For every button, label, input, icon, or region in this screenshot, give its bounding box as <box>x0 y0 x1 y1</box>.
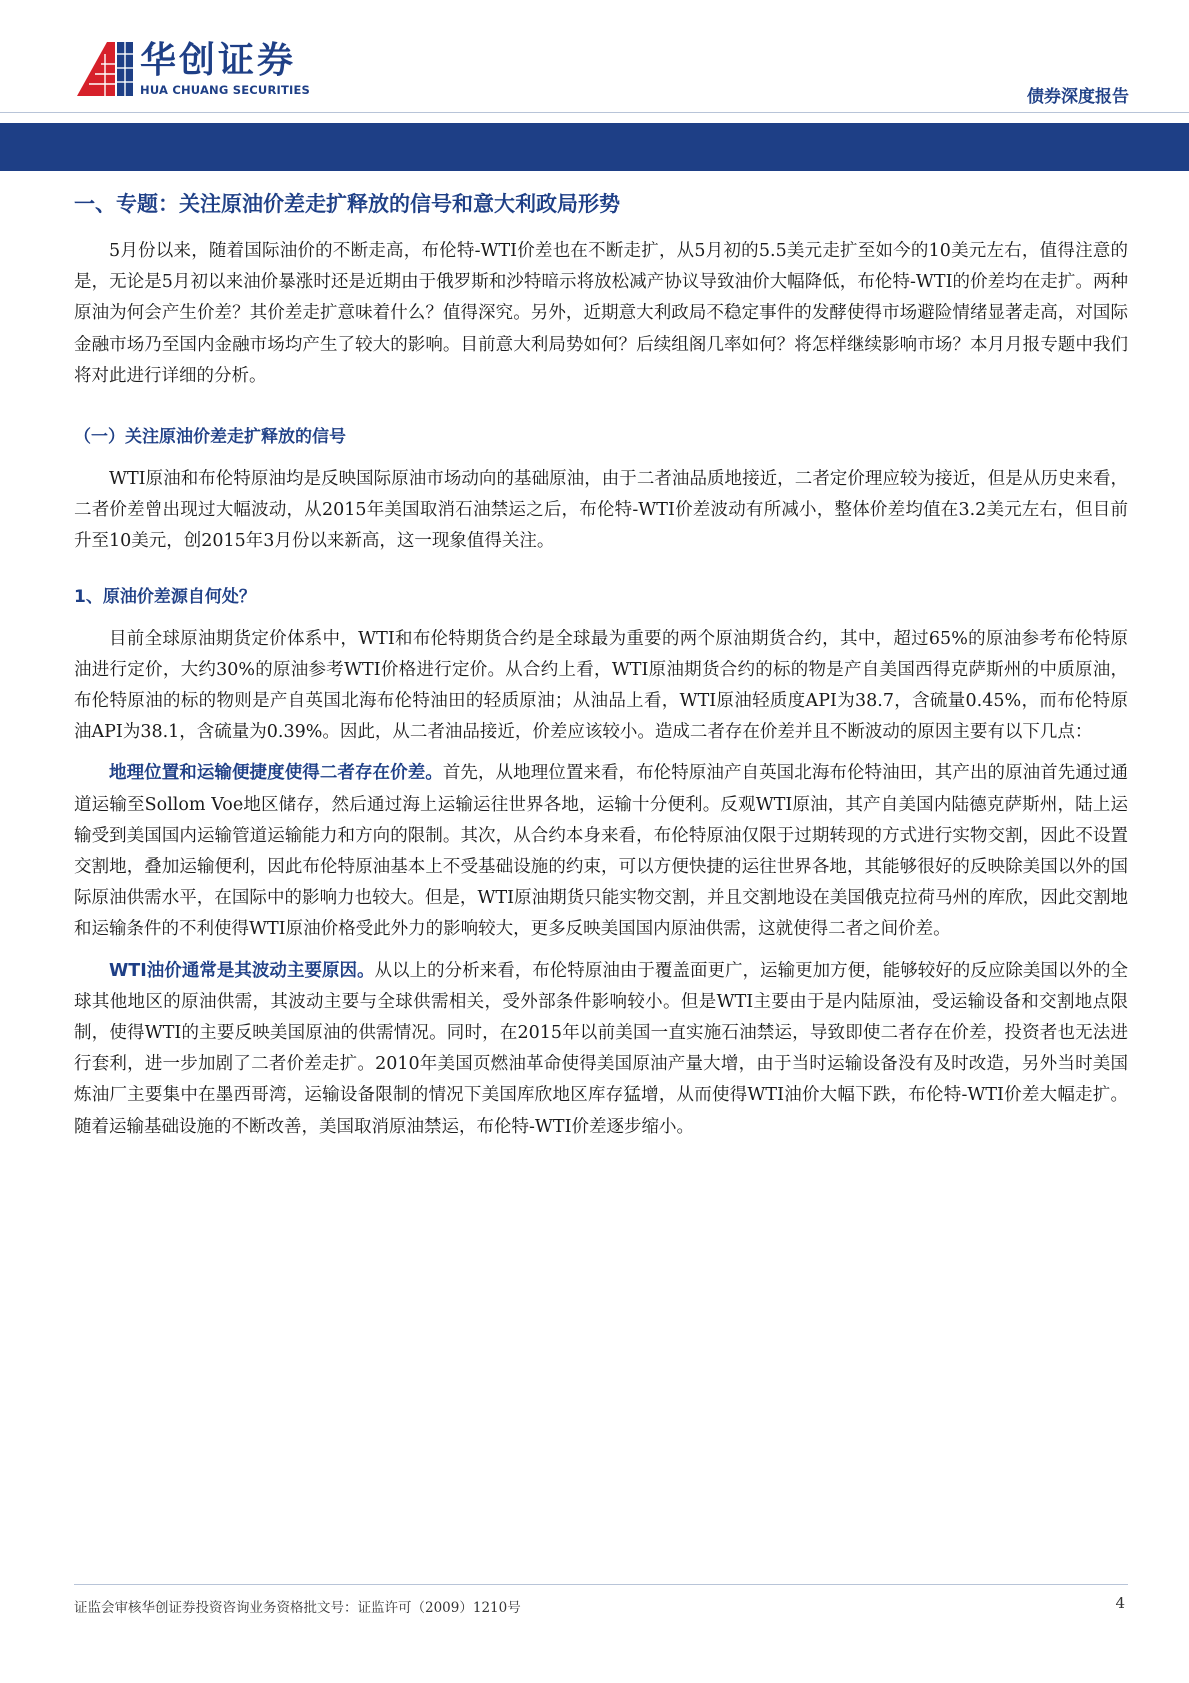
header-divider <box>0 112 1189 113</box>
paragraph-lead: WTI油价通常是其波动主要原因。 <box>109 960 375 981</box>
point-paragraph-1: 目前全球原油期货定价体系中，WTI和布伦特期货合约是全球最为重要的两个原油期货合约，其中，超过65%的原油参考布伦特原油进行定价，大约30%的原油参考WTI价格进行定价。从合约上看，WTI原油期货合约的标的物是产自美国西得克萨斯州的中质原油，布伦特原油的标的物则是产自英国北海布伦特油田的轻质原油；从油品上看，WTI原油轻质度API为38.7，含硫量0.45%，而布伦特原油API为38.1，含硫量为0.39%。因此，从二者油品接近，价差应该较小。造成二者存在价差并且不断波动的原因主要有以下几点： <box>74 628 1128 743</box>
header-banner <box>0 123 1189 171</box>
subsection-title: （一）关注原油价差走扩释放的信号 <box>74 427 346 448</box>
company-logo-icon <box>77 40 133 96</box>
intro-paragraph: 5月份以来，随着国际油价的不断走高，布伦特-WTI价差也在不断走扩，从5月初的5.5美元走扩至如今的10美元左右，值得注意的是，无论是5月初以来油价暴涨时还是近期由于俄罗斯和沙特暗示将放松减产协议导致油价大幅降低，布伦特-WTI的价差均在走扩。两种原油为何会产生价差？其价差走扩意味着什么？值得深究。另外，近期意大利政局不稳定事件的发酵使得市场避险情绪显著走高，对国际金融市场乃至国内金融市场均产生了较大的影响。目前意大利局势如何？后续组阁几率如何？将怎样继续影响市场？本月月报专题中我们将对此进行详细的分析。 <box>74 241 1128 386</box>
company-name-en: HUA CHUANG SECURITIES <box>140 83 311 97</box>
paragraph-lead: 地理位置和运输便捷度使得二者存在价差。 <box>109 763 443 784</box>
paragraph-body: 首先，从地理位置来看，布伦特原油产自英国北海布伦特油田，其产出的原油首先通过通道运输至Sollom Voe地区储存，然后通过海上运输运往世界各地，运输十分便利。反观WTI原油，其产自美国内陆德克萨斯州，陆上运输受到美国国内运输管道运输能力和方向的限制。其次，从合约本身来看，布伦特原油仅限于过期转现的方式进行实物交割，因此不设置交割地，叠加运输便利，因此布伦特原油基本上不受基础设施的约束，可以方便快捷的运往世界各地，其能够很好的反映除美国以外的国际原油供需水平，在国际中的影响力也较大。但是，WTI原油期货只能实物交割，并且交割地设在美国俄克拉荷马州的库欣，因此交割地和运输条件的不利使得WTI原油价格受此外力的影响较大，更多反映美国国内原油供需，这就使得二者之间价差。 <box>74 763 1129 940</box>
point-paragraph-2 <box>74 758 1128 945</box>
report-type-label: 债券深度报告 <box>1027 87 1129 107</box>
company-name-cn: 华创证券 <box>140 40 297 81</box>
footer-divider <box>74 1584 1128 1585</box>
page-number: 4 <box>1115 1594 1125 1612</box>
point-title: 1、原油价差源自何处？ <box>74 586 256 607</box>
paragraph-body: 从以上的分析来看，布伦特原油由于覆盖面更广，运输更加方便，能够较好的反应除美国以外的全球其他地区的原油供需，其波动主要与全球供需相关，受外部条件影响较小。但是WTI主要由于是内陆原油，受运输设备和交割地点限制，使得WTI的主要反映美国原油的供需情况。同时，在2015年以前美国一直实施石油禁运，导致即使二者存在价差，投资者也无法进行套利，进一步加剧了二者价差走扩。2010年美国页燃油革命使得美国原油产量大增，由于当时运输设备没有及时改造，另外当时美国炼油厂主要集中在墨西哥湾，运输设备限制的情况下美国库欣地区库存猛增，从而使得WTI油价大幅下跌，布伦特-WTI价差大幅走扩。随着运输基础设施的不断改善，美国取消原油禁运，布伦特-WTI价差逐步缩小。 <box>74 960 1128 1137</box>
point-paragraph-3 <box>74 956 1128 1143</box>
page-header <box>0 0 1189 112</box>
subsection-paragraph: WTI原油和布伦特原油均是反映国际原油市场动向的基础原油，由于二者油品质地接近，二者定价理应较为接近，但是从历史来看，二者价差曾出现过大幅波动，从2015年美国取消石油禁运之后，布伦特-WTI价差波动有所减小，整体价差均值在3.2美元左右，但目前升至10美元，创2015年3月份以来新高，这一现象值得关注。 <box>74 469 1128 552</box>
license-note: 证监会审核华创证券投资咨询业务资格批文号：证监许可（2009）1210号 <box>74 1600 521 1616</box>
page-body <box>74 186 1128 1143</box>
section-title: 一、专题：关注原油价差走扩释放的信号和意大利政局形势 <box>74 192 620 216</box>
